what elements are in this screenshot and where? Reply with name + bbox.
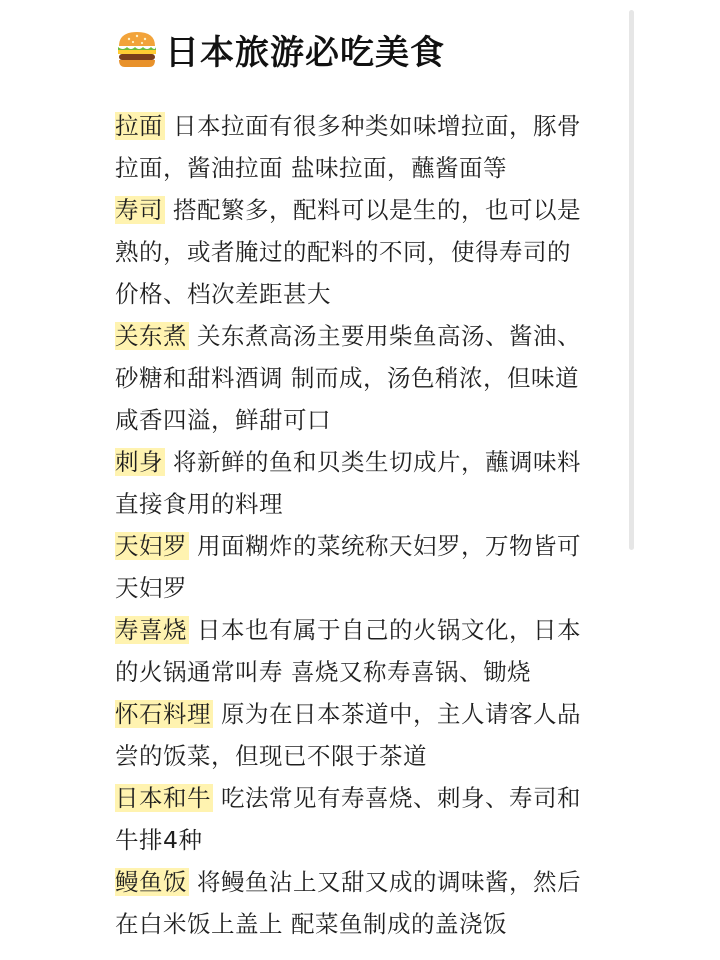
food-entry-sashimi bbox=[115, 441, 615, 525]
entry-line: 熟的，或者腌过的配料的不同，使得寿司的 bbox=[115, 238, 571, 266]
food-term: 日本和牛 bbox=[115, 784, 211, 812]
food-description: 日本也有属于自己的火锅文化，日本 bbox=[189, 616, 581, 644]
entry-line bbox=[115, 315, 615, 357]
entry-line: 尝的饭菜，但现已不限于茶道 bbox=[115, 742, 427, 770]
food-description: 关东煮高汤主要用柴鱼高汤、酱油、 bbox=[189, 322, 581, 350]
food-entry-ramen bbox=[115, 105, 615, 189]
entry-line: 砂糖和甜料酒调 制而成，汤色稍浓，但味道 bbox=[115, 364, 579, 392]
food-term: 寿喜烧 bbox=[115, 616, 187, 644]
entry-line bbox=[115, 525, 615, 567]
food-term: 天妇罗 bbox=[115, 532, 187, 560]
entry-line bbox=[115, 777, 615, 819]
food-description: 将鳗鱼沾上又甜又成的调味酱，然后 bbox=[189, 868, 581, 896]
food-description: 日本拉面有很多种类如味增拉面，豚骨 bbox=[165, 112, 581, 140]
entry-line: 价格、档次差距甚大 bbox=[115, 280, 331, 308]
scrollbar[interactable] bbox=[629, 10, 634, 550]
food-description: 将新鲜的鱼和贝类生切成片，蘸调味料 bbox=[165, 448, 581, 476]
page-title: 日本旅游必吃美食 bbox=[165, 32, 445, 73]
food-term: 拉面 bbox=[115, 112, 163, 140]
food-entry-tempura bbox=[115, 525, 615, 609]
food-list bbox=[115, 105, 615, 945]
food-description: 用面糊炸的菜统称天妇罗，万物皆可 bbox=[189, 532, 581, 560]
entry-line: 在白米饭上盖上 配菜鱼制成的盖浇饭 bbox=[115, 910, 507, 938]
food-term: 鳗鱼饭 bbox=[115, 868, 187, 896]
food-entry-wagyu bbox=[115, 777, 615, 861]
entry-line bbox=[115, 609, 615, 651]
entry-line bbox=[115, 105, 615, 147]
food-term: 关东煮 bbox=[115, 322, 187, 350]
food-entry-kaiseki bbox=[115, 693, 615, 777]
entry-line: 的火锅通常叫寿 喜烧又称寿喜锅、锄烧 bbox=[115, 658, 531, 686]
food-term: 怀石料理 bbox=[115, 700, 211, 728]
food-term: 刺身 bbox=[115, 448, 163, 476]
entry-line bbox=[115, 861, 615, 903]
food-term: 寿司 bbox=[115, 196, 163, 224]
entry-line: 牛排4种 bbox=[115, 826, 203, 854]
entry-line bbox=[115, 189, 615, 231]
food-entry-sushi bbox=[115, 189, 615, 315]
title-row bbox=[115, 26, 445, 72]
food-entry-oden bbox=[115, 315, 615, 441]
entry-line bbox=[115, 693, 615, 735]
food-description: 原为在日本茶道中，主人请客人品 bbox=[213, 700, 581, 728]
food-description: 吃法常见有寿喜烧、刺身、寿司和 bbox=[213, 784, 581, 812]
entry-line: 拉面，酱油拉面 盐味拉面，蘸酱面等 bbox=[115, 154, 507, 182]
food-entry-unadon bbox=[115, 861, 615, 945]
food-entry-sukiyaki bbox=[115, 609, 615, 693]
hamburger-icon bbox=[115, 29, 159, 69]
entry-line: 直接食用的料理 bbox=[115, 490, 283, 518]
food-description: 搭配繁多，配料可以是生的，也可以是 bbox=[165, 196, 581, 224]
entry-line: 咸香四溢，鲜甜可口 bbox=[115, 406, 331, 434]
entry-line: 天妇罗 bbox=[115, 574, 187, 602]
entry-line bbox=[115, 441, 615, 483]
